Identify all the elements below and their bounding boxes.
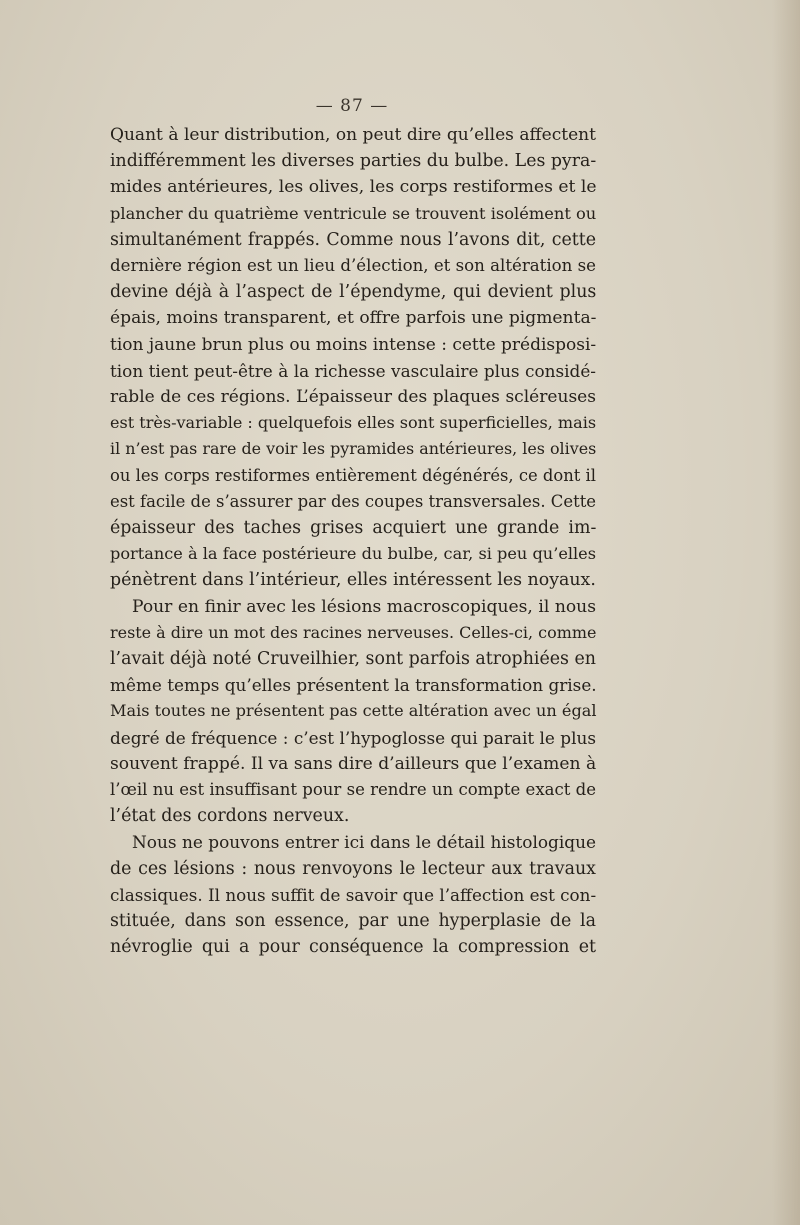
text-line: mides antérieures, les olives, les corps restiformes et le — [110, 177, 597, 198]
text-line: Quant à leur distribution, on peut dire qu’elles affectent — [110, 125, 596, 145]
paragraph-1 — [110, 122, 596, 594]
text-line: souvent frappé. Il va sans dire d’ailleurs que l’examen à — [110, 753, 597, 774]
text-line: est facile de s’assurer par des coupes transversales. Cette — [110, 491, 597, 511]
text-line: de ces lésions : nous renvoyons le lecteur aux travaux — [110, 858, 596, 879]
text-line: pénètrent dans l’intérieur, elles intéressent les noyaux. — [110, 570, 596, 591]
text-line: reste à dire un mot des racines nerveuses. Celles-ci, comme — [110, 622, 597, 642]
text-line: névroglie qui a pour conséquence la compression et — [110, 937, 596, 958]
text-line: l’avait déjà noté Cruveilhier, sont parfois atrophiées en — [110, 649, 596, 670]
page-edge-shadow — [772, 0, 800, 1225]
text-line: stituée, dans son essence, par une hyperplasie de la — [110, 911, 596, 932]
text-line: tion jaune brun plus ou moins intense : cette prédisposi- — [110, 334, 597, 355]
text-line: Mais toutes ne présentent pas cette altération avec un égal — [110, 701, 597, 721]
text-line: il n’est pas rare de voir les pyramides antérieures, les olives — [110, 439, 597, 459]
text-line: l’état des cordons nerveux. — [110, 806, 350, 827]
body-text — [110, 122, 596, 961]
text-line: épais, moins transparent, et offre parfois une pigmenta- — [110, 308, 597, 329]
page-number: — 87 — — [315, 96, 389, 116]
text-line: tion tient peut-être à la richesse vasculaire plus considé- — [110, 360, 596, 381]
text-line: ou les corps restiformes entièrement dégénérés, ce dont il — [110, 465, 596, 485]
text-line: classiques. Il nous suffit de savoir que l’affection est con- — [110, 884, 597, 905]
text-line: l’œil nu est insuffisant pour se rendre un compte exact de — [110, 780, 596, 800]
text-line: rable de ces régions. L’épaisseur des plaques scléreuses — [110, 387, 596, 408]
text-line: Pour en finir avec les lésions macroscopiques, il nous — [132, 596, 596, 617]
text-line: Nous ne pouvons entrer ici dans le détail histologique — [132, 832, 597, 853]
text-line: devine déjà à l’aspect de l’épendyme, qui devient plus — [110, 282, 597, 303]
text-line: degré de fréquence : c’est l’hypoglosse qui parait le plus — [110, 727, 596, 748]
text-line: est très-variable : quelquefois elles sont superficielles, mais — [110, 413, 597, 433]
text-line: dernière région est un lieu d’élection, et son altération se — [110, 256, 596, 276]
paragraph-3 — [110, 829, 596, 960]
text-line: épaisseur des taches grises acquiert une grande im- — [110, 518, 597, 539]
text-line: même temps qu’elles présentent la transformation grise. — [110, 675, 597, 696]
paragraph-2 — [110, 594, 596, 830]
text-line: indifféremment les diverses parties du bulbe. Les pyra- — [110, 151, 597, 172]
text-line: simultanément frappés. Comme nous l’avons dit, cette — [110, 229, 597, 250]
text-line: plancher du quatrième ventricule se trouvent isolément ou — [110, 203, 597, 223]
text-line: portance à la face postérieure du bulbe, car, si peu qu’elles — [110, 544, 596, 564]
